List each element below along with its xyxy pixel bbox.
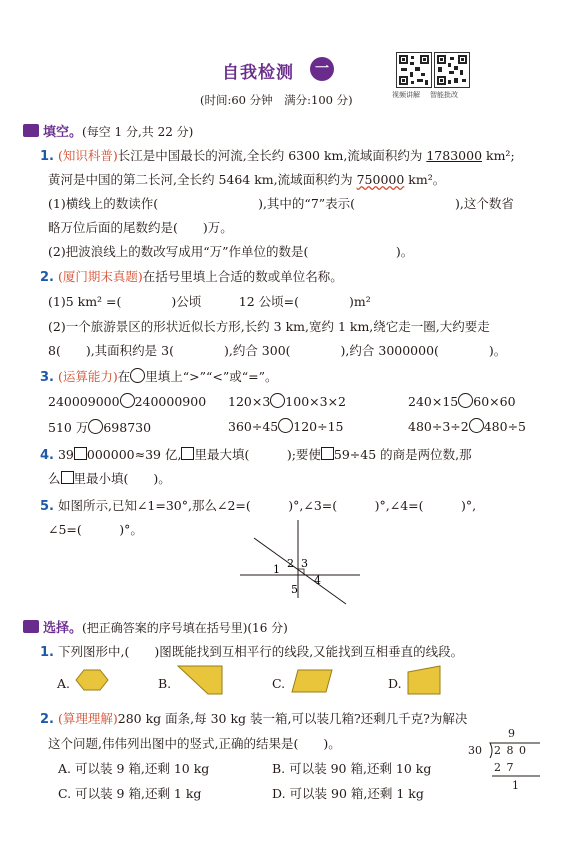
- compare-circle[interactable]: [120, 393, 135, 408]
- square-blank[interactable]: [181, 447, 194, 460]
- long-division: [468, 727, 548, 797]
- option-c-parallelogram-shape[interactable]: [290, 668, 334, 694]
- q1-number: 1.: [40, 149, 54, 164]
- page-title: 自我检测: [222, 63, 294, 83]
- section2-title: 选择。: [43, 621, 83, 636]
- q1-line1: [40, 146, 515, 164]
- square-blank[interactable]: [321, 447, 334, 460]
- option-b-trapezoid-shape[interactable]: [176, 664, 224, 696]
- section2-note: (把正确答案的序号填在括号里)(16 分): [82, 621, 288, 635]
- q3-line1: [40, 367, 278, 385]
- q3-item-left: 240009000: [48, 394, 120, 409]
- q3-item-right: 698730: [103, 420, 152, 435]
- q3-item-left: 360÷45: [228, 419, 279, 434]
- q2-sub1[interactable]: (1)5 km² =( )公顷 12 公顷=( )m²: [48, 294, 371, 309]
- s2-q2-line1: [40, 709, 467, 727]
- q5-number: 5.: [40, 499, 54, 514]
- angle-figure: [240, 520, 360, 610]
- q1-wavy-number: 750000: [356, 172, 405, 187]
- s2-q2-option-c[interactable]: C. 可以装 9 箱,还剩 1 kg: [58, 786, 202, 801]
- q4-text: 39: [57, 447, 74, 462]
- q1-text2: 黄河是中国的第二长河,全长约 5464 km,流域面积约为: [48, 172, 357, 187]
- q2-text: 在括号里填上合适的数或单位名称。: [142, 269, 343, 284]
- q3-item-left: 510 万: [48, 420, 89, 435]
- q1-sub1-cont[interactable]: 略万位后面的尾数约是( )万。: [48, 220, 233, 235]
- q1-sub2[interactable]: (2)把波浪线上的数改写成用“万”作单位的数是( )。: [48, 244, 414, 259]
- q2-sub2-cont[interactable]: 8( ),其面积约是 3( ),约合 300( ),约合 3000000( )。: [48, 343, 507, 358]
- q1-line2: [48, 170, 445, 188]
- division-bracket: [468, 727, 548, 797]
- angle-label-3: 3: [301, 557, 308, 570]
- q3-item-right: 120÷15: [293, 419, 344, 434]
- s2-q2-tag: (算理理解): [57, 711, 118, 726]
- square-blank[interactable]: [61, 471, 74, 484]
- q2-line1: [40, 267, 343, 285]
- section-one-icon: [23, 124, 39, 137]
- s2-q1-text[interactable]: 下列图形中,( )图既能找到互相平行的线段,又能找到互相垂直的线段。: [57, 644, 464, 659]
- q3-item-right: 480÷5: [483, 419, 527, 434]
- q4-number: 4.: [40, 448, 54, 463]
- q3-number: 3.: [40, 370, 54, 385]
- angle-label-2: 2: [287, 557, 294, 570]
- s2-q2-option-b[interactable]: B. 可以装 90 箱,还剩 10 kg: [272, 761, 432, 776]
- section1-title: 填空。: [43, 125, 83, 140]
- q3-item-right: 240000900: [134, 394, 207, 409]
- q4-line1: [40, 445, 472, 463]
- q1-unit: km²;: [482, 148, 515, 163]
- q3-item-right: 100×3×2: [285, 394, 347, 409]
- q3-text-b: 里填上“>”“<”或“=”。: [145, 369, 278, 384]
- q3-item-1: [228, 393, 346, 409]
- q3-item-right: 60×60: [473, 394, 516, 409]
- angle-label-5: 5: [291, 583, 298, 596]
- q3-item-4: [228, 418, 344, 434]
- compare-circle[interactable]: [458, 393, 473, 408]
- q3-tag: (运算能力): [57, 369, 118, 384]
- s2-q1-number: 1.: [40, 645, 54, 660]
- option-a-hexagon-shape[interactable]: [74, 668, 110, 692]
- q3-item-3: [48, 418, 151, 436]
- q1-tag: (知识科普): [57, 148, 118, 163]
- q4-text[interactable]: 里最小填( )。: [73, 471, 171, 486]
- s2-q2-line2[interactable]: 这个问题,伟伟列出图中的竖式,正确的结果是( )。: [48, 736, 341, 751]
- title-area: [0, 58, 561, 82]
- qr-code-icon[interactable]: [434, 52, 470, 88]
- q3-item-left: 240×15: [408, 394, 459, 409]
- circle-blank-icon: [130, 368, 145, 383]
- q4-text: 么: [48, 471, 61, 486]
- q5-line1: [40, 496, 476, 514]
- q4-text: 59÷45 的商是两位数,那: [333, 447, 472, 462]
- compare-circle[interactable]: [88, 419, 103, 434]
- qr-code-icon[interactable]: [396, 52, 432, 88]
- q2-sub2[interactable]: (2)一个旅游景区的形状近似长方形,长约 3 km,宽约 1 km,绕它走一圈,大约要走: [48, 319, 490, 334]
- compare-circle[interactable]: [469, 418, 484, 433]
- option-d-label[interactable]: D.: [388, 676, 402, 691]
- q4-line2: [48, 469, 171, 487]
- option-d-trapezoid-shape[interactable]: [406, 664, 442, 696]
- compare-circle[interactable]: [270, 393, 285, 408]
- q5-text[interactable]: 如图所示,已知∠1=30°,那么∠2=( )°,∠3=( )°,∠4=( )°,: [57, 498, 477, 513]
- compare-circle[interactable]: [278, 418, 293, 433]
- division-divisor: 30: [468, 744, 482, 757]
- option-b-label[interactable]: B.: [158, 676, 172, 691]
- division-dividend: 2 8 0: [494, 744, 527, 757]
- q1-underlined-number: 1783000: [426, 148, 483, 163]
- qr-left-caption: 视频讲解: [392, 91, 420, 99]
- q4-text: 000000≈39 亿,: [86, 447, 182, 462]
- s2-q2-text: 280 kg 面条,每 30 kg 装一箱,可以装几箱?还剩几千克?为解决: [117, 711, 468, 726]
- section1-note: (每空 1 分,共 22 分): [82, 125, 194, 139]
- section1-header: [23, 121, 193, 140]
- division-quotient: 9: [508, 727, 515, 740]
- q3-item-left: 480÷3÷2: [408, 419, 469, 434]
- section2-header: [23, 617, 288, 636]
- section-two-icon: [23, 620, 39, 633]
- s2-q2-option-d[interactable]: D. 可以装 90 箱,还剩 1 kg: [272, 786, 424, 801]
- q1-sub1[interactable]: (1)横线上的数读作( ),其中的“7”表示( ),这个数省: [48, 196, 514, 211]
- q3-item-0: [48, 393, 206, 409]
- q3-item-5: [408, 418, 526, 434]
- q1-text: 长江是中国最长的河流,全长约 6300 km,流域面积约为: [117, 148, 427, 163]
- division-remainder: 1: [512, 779, 519, 792]
- q2-tag: (厦门期末真题): [57, 269, 143, 284]
- q2-number: 2.: [40, 270, 54, 285]
- angle-label-1: 1: [273, 563, 280, 576]
- square-blank[interactable]: [74, 447, 87, 460]
- title-number-badge: 一: [310, 57, 334, 81]
- q3-text-a: 在: [117, 369, 131, 384]
- q4-text: 里最大填( );要使: [194, 447, 321, 462]
- q3-item-2: [408, 393, 516, 409]
- option-a-label[interactable]: A.: [57, 676, 71, 691]
- option-c-label[interactable]: C.: [272, 676, 286, 691]
- q5-line2[interactable]: ∠5=( )°。: [48, 522, 143, 537]
- s2-q2-option-a[interactable]: A. 可以装 9 箱,还剩 10 kg: [58, 761, 210, 776]
- s2-q1-line: [40, 642, 463, 660]
- q1-unit2: km²。: [404, 172, 446, 187]
- qr-right-caption: 智能批改: [430, 91, 458, 99]
- angle-label-4: 4: [314, 574, 321, 587]
- q3-item-left: 120×3: [228, 394, 271, 409]
- page-subtitle: (时间:60 分钟 满分:100 分): [200, 93, 353, 107]
- division-product: 2 7: [494, 761, 515, 774]
- s2-q2-number: 2.: [40, 712, 54, 727]
